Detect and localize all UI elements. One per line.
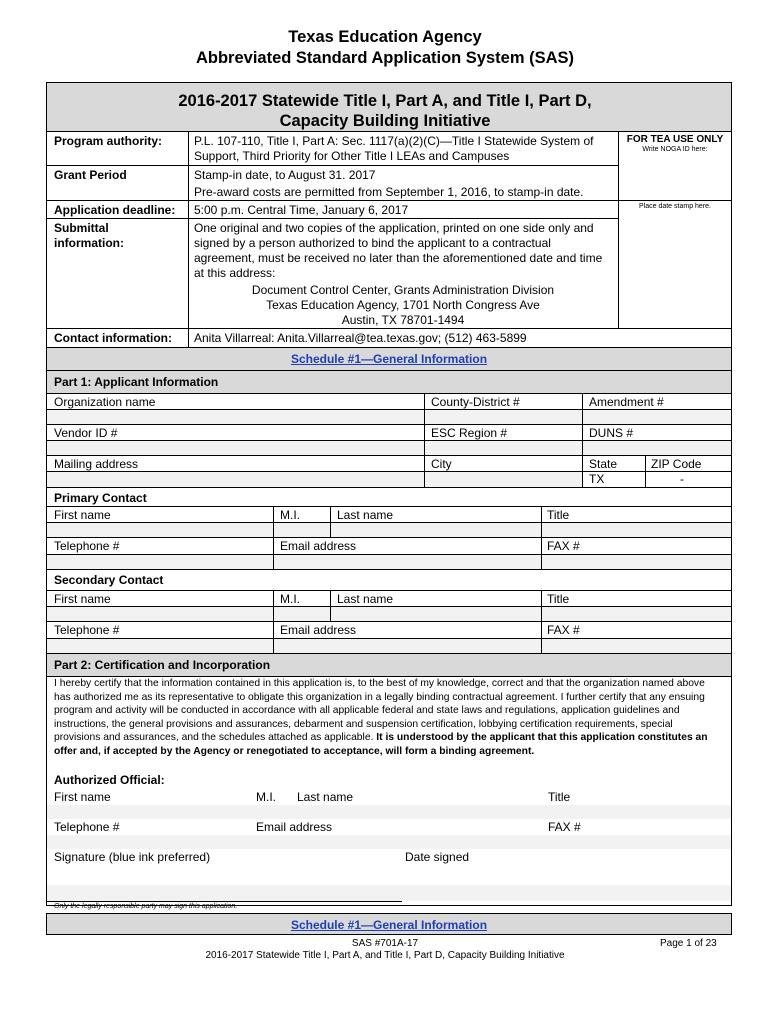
signature-label: Signature (blue ink preferred) bbox=[54, 850, 211, 864]
official-fax-label: FAX # bbox=[548, 820, 581, 834]
primary-last-name-label: Last name bbox=[337, 508, 394, 522]
secondary-title-label: Title bbox=[547, 592, 570, 606]
zip-value[interactable]: - bbox=[680, 472, 684, 486]
page-number: Page 1 of 23 bbox=[660, 938, 717, 949]
secondary-mi-label: M.I. bbox=[280, 592, 300, 606]
official-mi-label: M.I. bbox=[256, 790, 276, 804]
signature-note: Only the legally responsible party may sign this application. bbox=[54, 903, 238, 910]
schedule-link-bottom[interactable]: Schedule #1—General Information bbox=[290, 918, 488, 932]
address-line3: Austin, TX 78701-1494 bbox=[341, 313, 465, 327]
program-authority-value: P.L. 107-110, Title I, Part A: Sec. 1117(a)(2)(C)—Title I Statewide System of Support, Third Priority for Other Title I LEAs and Campuses bbox=[194, 134, 594, 163]
secondary-fax-label: FAX # bbox=[547, 623, 580, 637]
esc-region-label: ESC Region # bbox=[431, 426, 508, 440]
primary-email-label: Email address bbox=[280, 539, 357, 553]
official-phone-field[interactable] bbox=[47, 835, 731, 849]
submittal-value: One original and two copies of the application, printed on one side only and signed by a person authorized to bind the applicant to a contractual agreement, must be received no later than the aforementioned date and time at this address: bbox=[194, 221, 603, 280]
state-label: State bbox=[589, 457, 618, 471]
primary-title-label: Title bbox=[547, 508, 570, 522]
contact-value: Anita Villarreal: Anita.Villarreal@tea.texas.gov; (512) 463-5899 bbox=[194, 331, 527, 345]
official-title-label: Title bbox=[548, 790, 571, 804]
official-telephone-label: Telephone # bbox=[54, 820, 120, 834]
authorized-official-title: Authorized Official: bbox=[54, 773, 165, 787]
amendment-label: Amendment # bbox=[589, 395, 664, 409]
noga-id-label: Write NOGA ID here: bbox=[642, 146, 708, 153]
official-last-name-label: Last name bbox=[297, 790, 354, 804]
system-title: Abbreviated Standard Application System (SAS) bbox=[195, 49, 575, 67]
tea-use-title: FOR TEA USE ONLY bbox=[626, 134, 724, 145]
secondary-email-label: Email address bbox=[280, 623, 357, 637]
signature-field[interactable] bbox=[47, 885, 731, 901]
official-name-field[interactable] bbox=[47, 805, 731, 819]
state-value[interactable]: TX bbox=[589, 472, 605, 486]
official-email-label: Email address bbox=[256, 820, 333, 834]
primary-phone-field[interactable] bbox=[47, 555, 731, 569]
zip-label: ZIP Code bbox=[651, 457, 702, 471]
official-first-name-label: First name bbox=[54, 790, 111, 804]
certification-bold-text: It is understood by the applicant that this application constitutes an offer and, if accepted by the Agency or renegotiated to acceptance, will form a binding agreement. bbox=[54, 732, 708, 757]
mailing-address-label: Mailing address bbox=[54, 457, 139, 471]
footer-sas: SAS #701A-17 bbox=[351, 938, 419, 949]
address-line1: Document Control Center, Grants Administration Division bbox=[251, 283, 555, 297]
part1-title: Part 1: Applicant Information bbox=[54, 375, 219, 389]
date-stamp-label: Place date stamp here. bbox=[639, 203, 711, 210]
secondary-last-name-label: Last name bbox=[337, 592, 394, 606]
deadline-label: Application deadline: bbox=[54, 203, 176, 217]
certification-text: I hereby certify that the information contained in this application is, to the best of my knowledge, correct and that the organization named above has authorized me as its representative to obligate this organization in a legally binding contractual agreement. I further certify that any ensuing program and activity will be conducted in accordance with all applicable federal and state laws and regulations, application guidelines and instructions, the general provisions and assurances, debarment and suspension certification, lobbying certification requirements, special provisions and assurances, and the schedules attached as applicable. It is understood by the applicant that this application constitutes an offer and, if accepted by the Agency or renegotiated to acceptance, will form a binding agreement. bbox=[54, 678, 708, 757]
duns-label: DUNS # bbox=[589, 426, 634, 440]
secondary-name-field[interactable] bbox=[47, 607, 731, 621]
submittal-label: Submittal information: bbox=[54, 221, 124, 250]
part2-title: Part 2: Certification and Incorporation bbox=[54, 658, 271, 672]
primary-fax-label: FAX # bbox=[547, 539, 580, 553]
secondary-telephone-label: Telephone # bbox=[54, 623, 120, 637]
primary-first-name-label: First name bbox=[54, 508, 111, 522]
secondary-contact-title: Secondary Contact bbox=[54, 573, 164, 587]
program-authority-label: Program authority: bbox=[54, 134, 163, 148]
grant-period-line1: Stamp-in date, to August 31. 2017 bbox=[194, 168, 376, 182]
vendor-id-field[interactable] bbox=[47, 441, 731, 455]
vendor-id-label: Vendor ID # bbox=[54, 426, 118, 440]
program-title-line2: Capacity Building Initiative bbox=[279, 112, 491, 130]
city-label: City bbox=[431, 457, 452, 471]
mailing-address-field[interactable] bbox=[47, 472, 583, 487]
primary-contact-title: Primary Contact bbox=[54, 491, 147, 505]
schedule-link-top[interactable]: Schedule #1—General Information bbox=[290, 352, 488, 366]
footer-subtitle: 2016-2017 Statewide Title I, Part A, and Title I, Part D, Capacity Building Initiative bbox=[205, 950, 565, 961]
grant-period-line2: Pre-award costs are permitted from September 1, 2016, to stamp-in date. bbox=[194, 185, 584, 199]
address-line2: Texas Education Agency, 1701 North Congress Ave bbox=[266, 298, 540, 312]
program-title-line1: 2016-2017 Statewide Title I, Part A, and Title I, Part D, bbox=[178, 92, 592, 110]
secondary-first-name-label: First name bbox=[54, 592, 111, 606]
org-name-label: Organization name bbox=[54, 395, 156, 409]
primary-name-field[interactable] bbox=[47, 523, 731, 537]
primary-mi-label: M.I. bbox=[280, 508, 300, 522]
deadline-value: 5:00 p.m. Central Time, January 6, 2017 bbox=[194, 203, 409, 217]
date-signed-label: Date signed bbox=[405, 850, 470, 864]
secondary-phone-field[interactable] bbox=[47, 639, 731, 653]
agency-title: Texas Education Agency bbox=[288, 28, 482, 46]
grant-period-label: Grant Period bbox=[54, 168, 127, 182]
primary-telephone-label: Telephone # bbox=[54, 539, 120, 553]
contact-label: Contact information: bbox=[54, 331, 172, 345]
county-district-label: County-District # bbox=[431, 395, 520, 409]
org-name-field[interactable] bbox=[47, 410, 731, 424]
